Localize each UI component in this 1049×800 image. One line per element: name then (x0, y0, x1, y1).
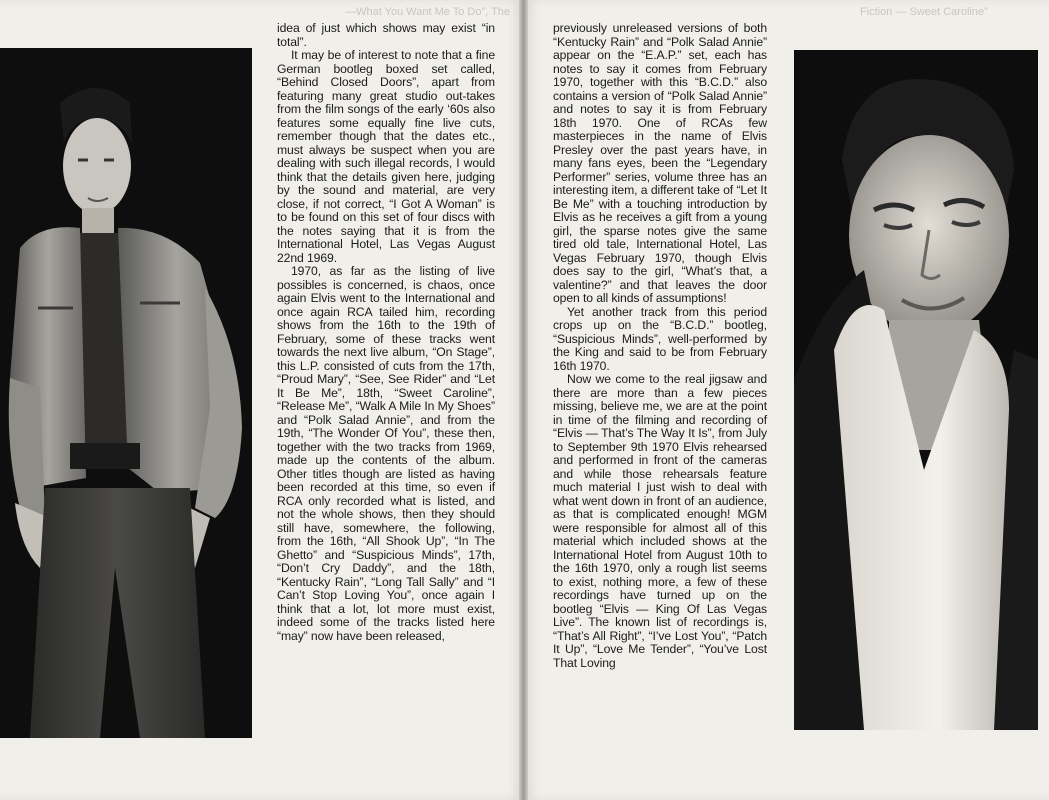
photo-graphic (794, 50, 1038, 730)
left-text-column (277, 22, 495, 643)
page-gutter (519, 0, 528, 800)
paragraph: idea of just which shows may exist “in total”. (277, 21, 495, 49)
paragraph: Now we come to the real jigsaw and there are more than a few pieces missing, believe me, we are at the point in time of the filming and recording of “Elvis — That’s The Way It Is”, from July to September 9th 1970 Elvis rehearsed and performed in front of the cameras and while those rehearsals feature much material I just wish to deal with what went down in front of an audience, as that is complicated enough! MGM were responsible for almost all of this material which included shows at the International Hotel from August 10th to the 16th 1970, only a rough list seems to exist, nothing more, a few of these recordings have turned up on the bootleg “Elvis — King Of Las Vegas Live”. The known list of recordings is, “That’s All Right”, “I’ve Lost You”, “Patch It Up”, “Love Me Tender”, “You’ve Lost That Loving (553, 372, 767, 670)
paragraph: It may be of interest to note that a fine German bootleg boxed set called, “Behind Closed Doors”, apart from featuring many great studio out-takes from the film songs of the early ‘60s also features some equally fine live cuts, remember though that the dates etc., must always be suspect when you are dealing with such illegal records, I would think that the details given here, judging by the sound and material, are very close, if not correct, “I Got A Woman” is to be found on this set of four discs with the notes saying that it is from the International Hotel, Las Vegas August 22nd 1969. (277, 48, 495, 265)
right-text-column (553, 22, 767, 670)
show-through-text: Fiction — Sweet Caroline” (860, 6, 988, 18)
paragraph: previously unreleased versions of both “Kentucky Rain” and “Polk Salad Annie” appear on the “E.A.P.” set, each has notes to say it comes from February 1970, together with this “B.C.D.” also contains a version of “Polk Salad Annie” and notes to say it is from February 18th 1970. One of RCAs few masterpieces in the name of Elvis Presley over the past years have, in many fans eyes, been the “Legendary Performer” series, volume three has an interesting item, a different take of “Let It Be Me” with a touching introduction by Elvis as he receives a gift from a young girl, the sparse notes give the same tired old tale, International Hotel, Las Vegas February 1970, though Elvis does say to the girl, “What’s that, a valentine?” and that leaves the door open to all kinds of assumptions! (553, 21, 767, 305)
paragraph: Yet another track from this period crops up on the “B.C.D.” bootleg, “Suspicious Minds”, well-performed by the King and said to be from February 16th 1970. (553, 304, 767, 373)
elvis-stage-photo (0, 48, 252, 738)
show-through-text: —What You Want Me To Do”, The (345, 6, 510, 18)
photo-graphic (0, 48, 252, 738)
elvis-portrait-photo (794, 50, 1038, 730)
paragraph: 1970, as far as the listing of live possibles is concerned, is chaos, once again Elvis went to the International and once again RCA tailed him, recording shows from the 16th to the 19th of February, some of these tracks went towards the next live album, “On Stage”, this L.P. consisted of cuts from the 17th, “Proud Mary”, “See, See Rider” and “Let It Be Me”, 18th, “Sweet Caroline”, “Release Me”, “Walk A Mile In My Shoes” and “Polk Salad Annie”, and from the 19th, “The Wonder Of You”, these then, together with the two tracks from 1969, made up the contents of the album. Other titles though are listed as having been recorded at this time, so even if RCA only recorded what is listed, and not the whole shows, then they should still have, somewhere, the following, from the 16th, “All Shook Up”, “In The Ghetto” and “Suspicious Minds”, 17th, “Don’t Cry Daddy”, and the 18th, “Kentucky Rain”, “Long Tall Sally” and “I Can’t Stop Loving You”, once again I think that a lot, lot more must exist, indeed some of the tracks listed here “may” now have been released, (277, 264, 495, 643)
